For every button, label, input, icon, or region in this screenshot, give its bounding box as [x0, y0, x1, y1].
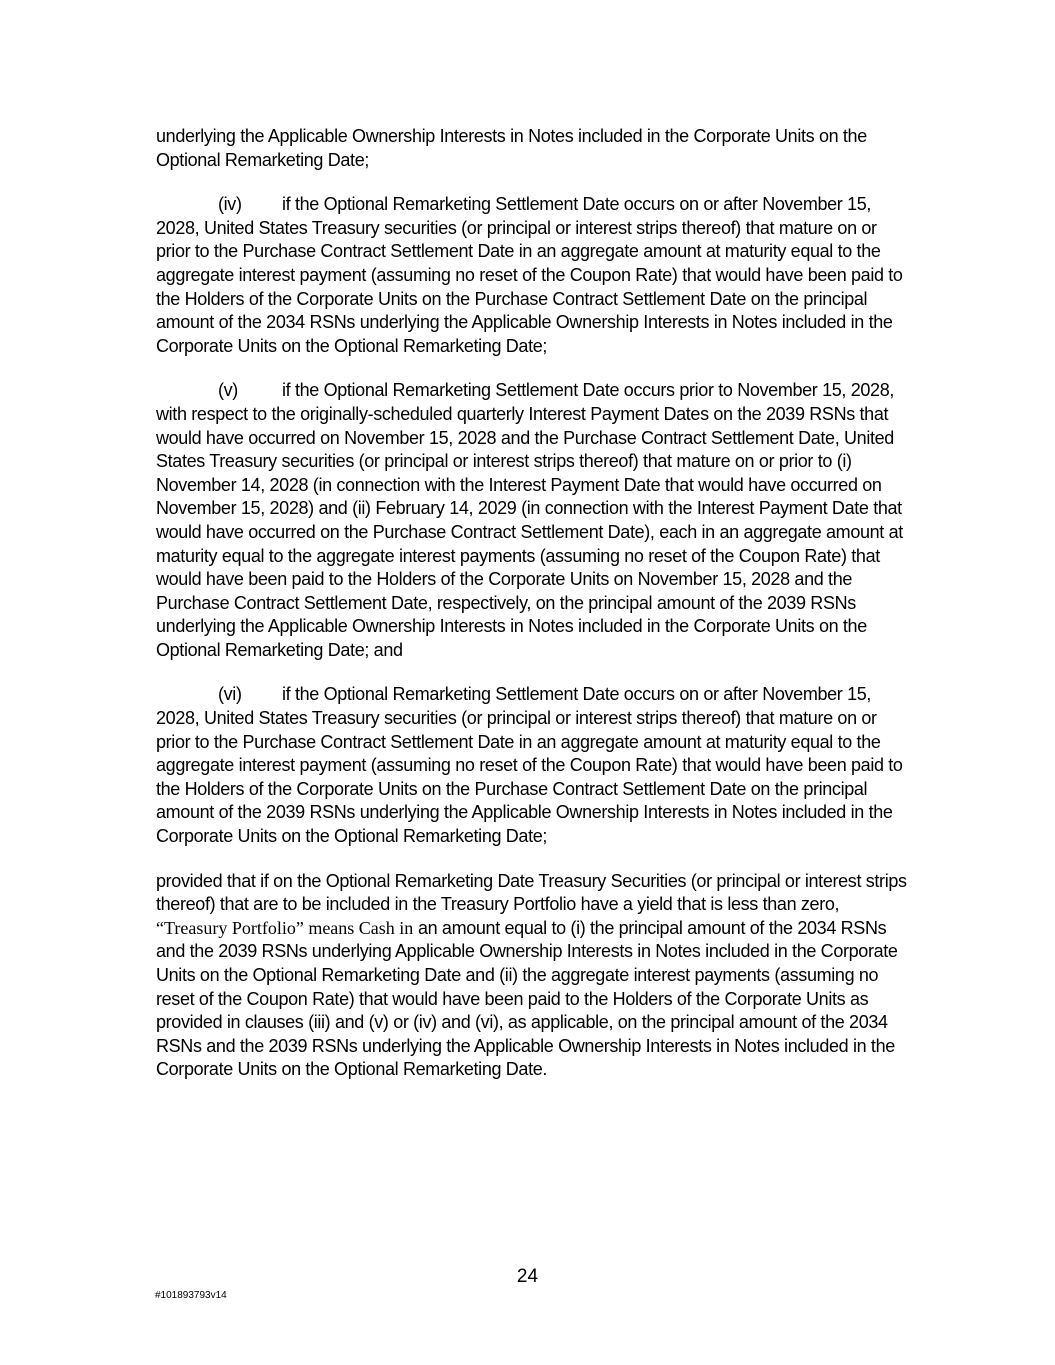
document-id: #101893793v14 [155, 1290, 227, 1301]
document-body [156, 125, 908, 1103]
paragraph-text: underlying the Applicable Ownership Interests in Notes included in the Corporate Units on the Optional Remarketing Date; [156, 126, 867, 170]
clause-number: (vi) [218, 684, 242, 705]
proviso-paragraph [156, 870, 908, 1082]
clause-iv [156, 193, 908, 358]
clause-vi [156, 683, 908, 848]
clause-number: (v) [218, 380, 238, 401]
treasury-portfolio-definition: “Treasury Portfolio” means Cash in [156, 917, 414, 938]
clause-number: (iv) [218, 194, 242, 215]
clause-text: if the Optional Remarketing Settlement Date occurs prior to November 15, 2028, with respect to the originally-scheduled quarterly Interest Payment Dates on the 2039 RSNs that would have occurred on November 15, 2028 and the Purchase Contract Settlement Date, United States Treasury securities (or principal or interest strips thereof) that mature on or prior to (i) November 14, 2028 (in connection with the Interest Payment Date that would have occurred on November 15, 2028) and (ii) February 14, 2029 (in connection with the Interest Payment Date that would have occurred on the Purchase Contract Settlement Date), each in an aggregate amount at maturity equal to the aggregate interest payments (assuming no reset of the Coupon Rate) that would have been paid to the Holders of the Corporate Units on November 15, 2028 and the Purchase Contract Settlement Date, respectively, on the principal amount of the 2039 RSNs underlying the Applicable Ownership Interests in Notes included in the Corporate Units on the Optional Remarketing Date; and [156, 380, 903, 660]
clause-v [156, 379, 908, 662]
paragraph-continuation [156, 125, 908, 172]
proviso-text-end: an amount equal to (i) the principal amount of the 2034 RSNs and the 2039 RSNs underlying Applicable Ownership Interests in Notes included in the Corporate Units on the Optional Remarketing Date and (ii) the aggregate interest payments (assuming no reset of the Coupon Rate) that would have been paid to the Holders of the Corporate Units as provided in clauses (iii) and (v) or (iv) and (vi), as applicable, on the principal amount of the 2034 RSNs and the 2039 RSNs underlying the Applicable Ownership Interests in Notes included in the Corporate Units on the Optional Remarketing Date. [156, 917, 898, 1080]
clause-text: if the Optional Remarketing Settlement Date occurs on or after November 15, 2028, United States Treasury securities (or principal or interest strips thereof) that mature on or prior to the Purchase Contract Settlement Date in an aggregate amount at maturity equal to the aggregate interest payment (assuming no reset of the Coupon Rate) that would have been paid to the Holders of the Corporate Units on the Purchase Contract Settlement Date on the principal amount of the 2039 RSNs underlying the Applicable Ownership Interests in Notes included in the Corporate Units on the Optional Remarketing Date; [156, 684, 903, 847]
clause-text: if the Optional Remarketing Settlement Date occurs on or after November 15, 2028, United States Treasury securities (or principal or interest strips thereof) that mature on or prior to the Purchase Contract Settlement Date in an aggregate amount at maturity equal to the aggregate interest payment (assuming no reset of the Coupon Rate) that would have been paid to the Holders of the Corporate Units on the Purchase Contract Settlement Date on the principal amount of the 2034 RSNs underlying the Applicable Ownership Interests in Notes included in the Corporate Units on the Optional Remarketing Date; [156, 194, 903, 356]
proviso-text-start: provided that if on the Optional Remarketing Date Treasury Securities (or principal or interest strips thereof) that are to be included in the Treasury Portfolio have a yield that is less than zero, [156, 870, 907, 915]
page-number: 24 [516, 1266, 539, 1287]
